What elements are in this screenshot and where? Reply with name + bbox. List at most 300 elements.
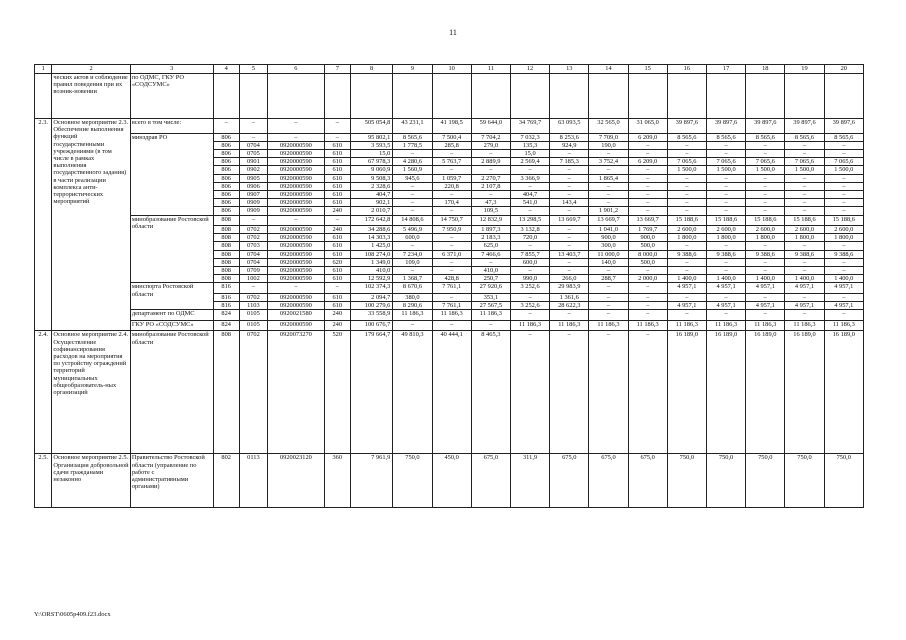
total-amount: 34 288,6 (350, 226, 392, 234)
year-amount: – (510, 293, 549, 301)
year-amount: 7 185,3 (550, 158, 589, 166)
year-amount: 7 234,0 (393, 250, 432, 258)
year-amount: 7 065,6 (667, 158, 706, 166)
year-amount: 8 565,6 (746, 133, 785, 141)
year-amount: 28 622,3 (550, 302, 589, 310)
year-amount: – (706, 141, 745, 149)
year-amount: 266,0 (550, 275, 589, 283)
year-amount: – (746, 310, 785, 321)
section-code (239, 74, 267, 119)
grbs-code: 816 (213, 302, 239, 310)
expense-type-code: 610 (324, 141, 350, 149)
year-amount: – (471, 166, 510, 174)
year-amount: 404,7 (510, 190, 549, 198)
year-amount: – (628, 190, 667, 198)
year-amount: 7 032,3 (510, 133, 549, 141)
target-article-code: – (268, 283, 325, 294)
measure-number (35, 74, 52, 119)
year-amount: – (628, 182, 667, 190)
year-amount: 11 186,3 (393, 310, 432, 321)
table-row (35, 454, 864, 508)
year-amount: 288,7 (589, 275, 628, 283)
year-amount: – (550, 258, 589, 266)
year-amount: – (667, 182, 706, 190)
executor-cell: по ОДМС, ГКУ РО «СОДСУМС» (130, 74, 213, 119)
year-amount: – (785, 141, 824, 149)
year-amount: – (393, 182, 432, 190)
column-number-9: 9 (393, 65, 432, 74)
column-number-17: 17 (706, 65, 745, 74)
year-amount: 4 957,1 (706, 302, 745, 310)
total-amount: 95 802,1 (350, 133, 392, 141)
year-amount: – (550, 207, 589, 215)
year-amount: – (550, 267, 589, 275)
year-amount: 1 800,0 (667, 234, 706, 242)
year-amount: – (432, 149, 471, 157)
target-article-code: 0920073270 (268, 331, 325, 454)
total-amount: 12 592,9 (350, 275, 392, 283)
year-amount: 9 388,6 (746, 250, 785, 258)
year-amount: 5 763,7 (432, 158, 471, 166)
executor-cell: минспорта Ростовской области (130, 283, 213, 310)
year-amount (824, 74, 863, 119)
year-amount: 250,7 (471, 275, 510, 283)
year-amount: – (785, 207, 824, 215)
year-amount: – (785, 258, 824, 266)
year-amount: – (667, 242, 706, 250)
expense-type-code: – (324, 283, 350, 294)
year-amount: 500,0 (628, 258, 667, 266)
section-code: 0901 (239, 158, 267, 166)
year-amount: 8 565,6 (667, 133, 706, 141)
year-amount: – (589, 267, 628, 275)
column-number-19: 19 (785, 65, 824, 74)
year-amount: 7 065,6 (706, 158, 745, 166)
year-amount: 1 500,0 (706, 166, 745, 174)
year-amount: 11 186,3 (746, 320, 785, 331)
year-amount: 9 388,6 (706, 250, 745, 258)
total-amount: 3 593,5 (350, 141, 392, 149)
year-amount: – (746, 141, 785, 149)
year-amount: 625,0 (471, 242, 510, 250)
year-amount: – (706, 174, 745, 182)
column-number-16: 16 (667, 65, 706, 74)
year-amount: 8 565,6 (393, 133, 432, 141)
year-amount: – (785, 190, 824, 198)
total-amount: 1 425,0 (350, 242, 392, 250)
year-amount: – (393, 190, 432, 198)
total-amount: 404,7 (350, 190, 392, 198)
target-article-code: – (268, 133, 325, 141)
year-amount: – (746, 190, 785, 198)
expense-type-code: 610 (324, 174, 350, 182)
table-row (35, 331, 864, 454)
year-amount: – (550, 310, 589, 321)
year-amount: – (785, 310, 824, 321)
year-amount: – (550, 242, 589, 250)
target-article-code: 0920000590 (268, 226, 325, 234)
year-amount: – (589, 310, 628, 321)
year-amount: 7 065,6 (785, 158, 824, 166)
total-amount: 2 328,6 (350, 182, 392, 190)
total-amount: 14 303,3 (350, 234, 392, 242)
year-amount: 15 188,6 (785, 215, 824, 226)
expense-type-code: 610 (324, 293, 350, 301)
year-amount: – (432, 190, 471, 198)
target-article-code: 0920000590 (268, 258, 325, 266)
year-amount: 1 800,0 (706, 234, 745, 242)
year-amount: 109,5 (471, 207, 510, 215)
year-amount: 29 983,9 (550, 283, 589, 294)
year-amount: 1 800,0 (746, 234, 785, 242)
year-amount: – (589, 149, 628, 157)
year-amount: 1 400,0 (785, 275, 824, 283)
year-amount (706, 74, 745, 119)
year-amount: 27 920,6 (471, 283, 510, 294)
year-amount: – (785, 174, 824, 182)
year-amount: 7 500,4 (432, 133, 471, 141)
year-amount: 31 065,0 (628, 119, 667, 134)
year-amount: 14 750,7 (432, 215, 471, 226)
year-amount: – (628, 199, 667, 207)
year-amount: 34 769,7 (510, 119, 549, 134)
grbs-code: 808 (213, 258, 239, 266)
year-amount: 1 368,7 (393, 275, 432, 283)
section-code: 0905 (239, 174, 267, 182)
section-code: 0702 (239, 293, 267, 301)
year-amount: 109,0 (393, 258, 432, 266)
year-amount: 4 957,1 (706, 283, 745, 294)
year-amount: 12 832,9 (471, 215, 510, 226)
year-amount: 11 186,3 (550, 320, 589, 331)
total-amount: 9 508,3 (350, 174, 392, 182)
year-amount: 8 565,6 (706, 133, 745, 141)
section-code: 0105 (239, 310, 267, 321)
year-amount: 1 400,0 (667, 275, 706, 283)
table-row (35, 133, 864, 141)
year-amount: – (824, 174, 863, 182)
year-amount: – (628, 302, 667, 310)
target-article-code: 0920000590 (268, 174, 325, 182)
year-amount: 47,3 (471, 199, 510, 207)
expense-type-code: – (324, 119, 350, 134)
measure-number: 2.3. (35, 119, 52, 331)
year-amount: – (785, 242, 824, 250)
year-amount: 7 065,6 (824, 158, 863, 166)
year-amount: – (706, 190, 745, 198)
column-number-10: 10 (432, 65, 471, 74)
expense-type-code: 360 (324, 454, 350, 508)
year-amount: 15 188,6 (706, 215, 745, 226)
year-amount: 7 761,1 (432, 283, 471, 294)
grbs-code: 808 (213, 226, 239, 234)
grbs-code (213, 74, 239, 119)
year-amount: 7 709,0 (589, 133, 628, 141)
year-amount: 63 093,5 (550, 119, 589, 134)
year-amount: – (706, 207, 745, 215)
grbs-code: 806 (213, 141, 239, 149)
table-row (35, 320, 864, 331)
year-amount: 11 186,3 (667, 320, 706, 331)
year-amount (785, 74, 824, 119)
year-amount: – (589, 293, 628, 301)
target-article-code: 0920000590 (268, 275, 325, 283)
grbs-code: 806 (213, 190, 239, 198)
year-amount (432, 74, 471, 119)
measure-name: Основное мероприятие 2.3. Обеспечение выполнения функций государственными учреждениями (в том числе в рамках выполнения государственного задания) в части реализации комплекса анти-террористических мероприятий (52, 119, 130, 331)
section-code: 0705 (239, 149, 267, 157)
section-code: 1002 (239, 275, 267, 283)
year-amount: 3 132,8 (510, 226, 549, 234)
year-amount: – (746, 267, 785, 275)
year-amount: 311,9 (510, 454, 549, 508)
year-amount: 8 290,6 (393, 302, 432, 310)
year-amount: 143,4 (550, 199, 589, 207)
year-amount: 750,0 (706, 454, 745, 508)
expense-type-code: 610 (324, 302, 350, 310)
year-amount: – (628, 174, 667, 182)
expense-type-code: 610 (324, 149, 350, 157)
year-amount: – (667, 258, 706, 266)
year-amount: – (510, 166, 549, 174)
year-amount: 750,0 (785, 454, 824, 508)
year-amount: 8 000,0 (628, 250, 667, 258)
year-amount: 541,0 (510, 199, 549, 207)
section-code: 0906 (239, 182, 267, 190)
year-amount: 900,0 (589, 234, 628, 242)
target-article-code: – (268, 119, 325, 134)
executor-cell: минобразование Ростовской области (130, 331, 213, 454)
year-amount: 450,0 (432, 454, 471, 508)
year-amount: – (667, 174, 706, 182)
year-amount: – (589, 199, 628, 207)
year-amount: 4 957,1 (667, 302, 706, 310)
year-amount: – (510, 182, 549, 190)
year-amount: – (432, 258, 471, 266)
year-amount: 8 253,6 (550, 133, 589, 141)
section-code: 1103 (239, 302, 267, 310)
column-number-4: 4 (213, 65, 239, 74)
year-amount: – (589, 331, 628, 454)
column-number-1: 1 (35, 65, 52, 74)
year-amount: 1 400,0 (824, 275, 863, 283)
year-amount (667, 74, 706, 119)
year-amount: – (432, 267, 471, 275)
total-amount: 9 060,9 (350, 166, 392, 174)
section-code: 0704 (239, 258, 267, 266)
total-amount: 2 010,7 (350, 207, 392, 215)
year-amount: – (628, 141, 667, 149)
year-amount: – (824, 141, 863, 149)
year-amount: 1 059,7 (432, 174, 471, 182)
year-amount: 675,0 (589, 454, 628, 508)
year-amount: 1 041,0 (589, 226, 628, 234)
year-amount: – (824, 258, 863, 266)
section-code: 0703 (239, 242, 267, 250)
year-amount: – (824, 182, 863, 190)
target-article-code: 0920000590 (268, 320, 325, 331)
year-amount: – (393, 207, 432, 215)
section-code: 0704 (239, 250, 267, 258)
total-amount (350, 74, 392, 119)
year-amount: 4 957,1 (746, 302, 785, 310)
year-amount: – (785, 199, 824, 207)
year-amount: 7 761,1 (432, 302, 471, 310)
year-amount: 2 600,0 (706, 226, 745, 234)
year-amount: – (667, 293, 706, 301)
expense-type-code: 610 (324, 158, 350, 166)
year-amount: 8 465,3 (471, 331, 510, 454)
year-amount: 13 669,7 (589, 215, 628, 226)
year-amount: – (628, 149, 667, 157)
year-amount: 2 600,0 (667, 226, 706, 234)
total-amount: 902,1 (350, 199, 392, 207)
year-amount: 1 400,0 (746, 275, 785, 283)
total-amount: 7 961,9 (350, 454, 392, 508)
year-amount: 380,0 (393, 293, 432, 301)
year-amount: – (510, 331, 549, 454)
year-amount: 43 231,1 (393, 119, 432, 134)
year-amount: 7 065,6 (746, 158, 785, 166)
section-code: – (239, 133, 267, 141)
year-amount: 675,0 (550, 454, 589, 508)
expense-type-code: 610 (324, 199, 350, 207)
year-amount: – (824, 293, 863, 301)
total-amount: 67 978,3 (350, 158, 392, 166)
year-amount: 1 361,6 (550, 293, 589, 301)
year-amount: – (628, 310, 667, 321)
target-article-code: 0920000590 (268, 166, 325, 174)
year-amount: 59 644,0 (471, 119, 510, 134)
year-amount: – (550, 226, 589, 234)
grbs-code: 808 (213, 275, 239, 283)
expense-type-code: 610 (324, 250, 350, 258)
executor-cell: всего в том числе: (130, 119, 213, 134)
year-amount: 6 371,0 (432, 250, 471, 258)
grbs-code: 808 (213, 267, 239, 275)
year-amount: 4 957,1 (785, 283, 824, 294)
year-amount: – (824, 190, 863, 198)
target-article-code (268, 74, 325, 119)
year-amount: 1 897,3 (471, 226, 510, 234)
year-amount: 900,0 (628, 234, 667, 242)
year-amount: 41 198,5 (432, 119, 471, 134)
year-amount: – (393, 267, 432, 275)
year-amount: 11 186,3 (471, 310, 510, 321)
year-amount: 750,0 (667, 454, 706, 508)
year-amount: 2 107,8 (471, 182, 510, 190)
grbs-code: 808 (213, 331, 239, 454)
year-amount: – (589, 283, 628, 294)
year-amount: – (785, 293, 824, 301)
year-amount: – (628, 166, 667, 174)
year-amount: 4 957,1 (667, 283, 706, 294)
year-amount: 16 189,0 (824, 331, 863, 454)
year-amount: 675,0 (471, 454, 510, 508)
year-amount: 190,0 (589, 141, 628, 149)
year-amount: 13 298,5 (510, 215, 549, 226)
expense-type-code: 610 (324, 182, 350, 190)
executor-cell: Правительство Ростовской области (управление по работе с административными органами) (130, 454, 213, 508)
year-amount: 279,0 (471, 141, 510, 149)
year-amount: 1 865,4 (589, 174, 628, 182)
measure-name: ческих актов и соблюдение правил поведения при их возник-новении (52, 74, 130, 119)
year-amount: 39 897,6 (824, 119, 863, 134)
year-amount: – (510, 207, 549, 215)
total-amount: 410,0 (350, 267, 392, 275)
year-amount: 1 800,0 (785, 234, 824, 242)
section-code: 0704 (239, 141, 267, 149)
section-code: 0702 (239, 234, 267, 242)
year-amount: 750,0 (746, 454, 785, 508)
year-amount (628, 74, 667, 119)
year-amount (471, 74, 510, 119)
total-amount: 505 054,8 (350, 119, 392, 134)
column-number-13: 13 (550, 65, 589, 74)
table-row (35, 310, 864, 321)
year-amount: 11 186,3 (510, 320, 549, 331)
year-amount: – (550, 174, 589, 182)
year-amount: 3 252,6 (510, 283, 549, 294)
executor-cell: минздрав РО (130, 133, 213, 215)
column-number-6: 6 (268, 65, 325, 74)
column-number-20: 20 (824, 65, 863, 74)
year-amount: 15 188,6 (746, 215, 785, 226)
year-amount: 39 897,6 (667, 119, 706, 134)
year-amount: 750,0 (824, 454, 863, 508)
budget-sheet (34, 64, 864, 508)
year-amount: – (746, 242, 785, 250)
year-amount: 285,8 (432, 141, 471, 149)
section-code: – (239, 119, 267, 134)
expense-type-code: – (324, 133, 350, 141)
year-amount: 27 567,5 (471, 302, 510, 310)
document-path: Y:\ORST\0605p409.f23.docx (34, 611, 111, 618)
grbs-code: 816 (213, 283, 239, 294)
year-amount: 990,0 (510, 275, 549, 283)
year-amount: – (432, 166, 471, 174)
year-amount: 428,8 (432, 275, 471, 283)
year-amount: – (785, 182, 824, 190)
year-amount: – (471, 149, 510, 157)
column-number-15: 15 (628, 65, 667, 74)
year-amount: – (746, 207, 785, 215)
column-number-18: 18 (746, 65, 785, 74)
year-amount: – (393, 199, 432, 207)
year-amount: – (706, 182, 745, 190)
year-amount: 3 366,9 (510, 174, 549, 182)
year-amount: – (510, 310, 549, 321)
section-code: 0709 (239, 267, 267, 275)
target-article-code: 0920000590 (268, 250, 325, 258)
executor-cell: ГКУ РО «СОДСУМС» (130, 320, 213, 331)
table-row (35, 119, 864, 134)
expense-type-code: 610 (324, 267, 350, 275)
year-amount: 924,9 (550, 141, 589, 149)
expense-type-code: 610 (324, 275, 350, 283)
table-row (35, 215, 864, 226)
year-amount: – (589, 302, 628, 310)
year-amount: – (785, 149, 824, 157)
total-amount: 1 349,0 (350, 258, 392, 266)
section-code: 0702 (239, 331, 267, 454)
year-amount: 39 897,6 (706, 119, 745, 134)
year-amount: – (510, 242, 549, 250)
year-amount: – (550, 331, 589, 454)
year-amount: 49 810,3 (393, 331, 432, 454)
year-amount: 1 500,0 (667, 166, 706, 174)
year-amount: 40 444,1 (432, 331, 471, 454)
